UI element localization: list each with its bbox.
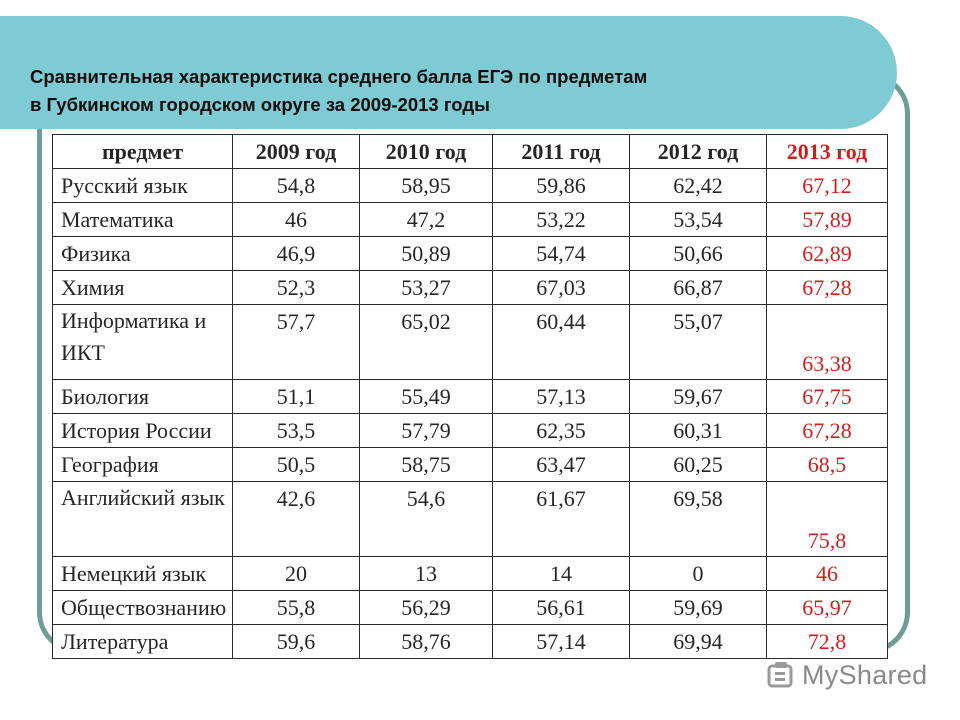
table-row bbox=[53, 482, 888, 557]
score-cell-2009: 52,3 bbox=[233, 271, 360, 305]
table-row bbox=[53, 414, 888, 448]
score-cell-2012: 59,67 bbox=[630, 380, 767, 414]
score-cell-2011: 56,61 bbox=[493, 591, 630, 625]
score-cell-2009: 54,8 bbox=[233, 169, 360, 203]
score-cell-2010: 58,75 bbox=[360, 448, 493, 482]
table-row bbox=[53, 305, 888, 380]
score-cell-2013: 67,28 bbox=[767, 271, 888, 305]
score-cell-2009: 55,8 bbox=[233, 591, 360, 625]
header-2012: 2012 год bbox=[630, 135, 767, 169]
watermark-label: MyShared bbox=[802, 659, 928, 690]
score-cell-2013: 67,12 bbox=[767, 169, 888, 203]
score-cell-2013: 72,8 bbox=[767, 625, 888, 659]
score-cell-2009: 59,6 bbox=[233, 625, 360, 659]
table-body bbox=[53, 169, 888, 659]
watermark bbox=[766, 655, 927, 695]
score-cell-2010: 54,6 bbox=[360, 482, 493, 557]
table-row bbox=[53, 271, 888, 305]
score-cell-2010: 55,49 bbox=[360, 380, 493, 414]
score-cell-2009: 42,6 bbox=[233, 482, 360, 557]
header-2011: 2011 год bbox=[493, 135, 630, 169]
table-row bbox=[53, 169, 888, 203]
header-2013: 2013 год bbox=[767, 135, 888, 169]
score-cell-2013: 63,38 bbox=[767, 305, 888, 380]
score-cell-2011: 14 bbox=[493, 557, 630, 591]
score-cell-2011: 63,47 bbox=[493, 448, 630, 482]
score-cell-2012: 55,07 bbox=[630, 305, 767, 380]
score-cell-2009: 46 bbox=[233, 203, 360, 237]
score-cell-2009: 53,5 bbox=[233, 414, 360, 448]
score-cell-2011: 67,03 bbox=[493, 271, 630, 305]
title-banner bbox=[0, 16, 897, 129]
score-cell-2012: 69,94 bbox=[630, 625, 767, 659]
score-cell-2011: 61,67 bbox=[493, 482, 630, 557]
score-cell-2010: 57,79 bbox=[360, 414, 493, 448]
slide-title-line-2: в Губкинском городском округе за 2009-2013 годы bbox=[30, 94, 490, 115]
score-cell-2013: 75,8 bbox=[767, 482, 888, 557]
score-cell-2013: 57,89 bbox=[767, 203, 888, 237]
subject-cell: Биология bbox=[53, 380, 233, 414]
slide-title-line-1: Сравнительная характеристика среднего балла ЕГЭ по предметам bbox=[30, 66, 648, 87]
subject-cell: Английский язык bbox=[53, 482, 233, 557]
table-row bbox=[53, 557, 888, 591]
score-cell-2012: 0 bbox=[630, 557, 767, 591]
score-cell-2012: 66,87 bbox=[630, 271, 767, 305]
subject-cell: Немецкий язык bbox=[53, 557, 233, 591]
score-cell-2012: 60,25 bbox=[630, 448, 767, 482]
score-cell-2010: 58,76 bbox=[360, 625, 493, 659]
score-cell-2010: 56,29 bbox=[360, 591, 493, 625]
subject-cell: История России bbox=[53, 414, 233, 448]
subject-cell: Физика bbox=[53, 237, 233, 271]
score-cell-2010: 53,27 bbox=[360, 271, 493, 305]
header-subject: предмет bbox=[53, 135, 233, 169]
score-cell-2013: 68,5 bbox=[767, 448, 888, 482]
table-header-row bbox=[53, 135, 888, 169]
score-cell-2012: 60,31 bbox=[630, 414, 767, 448]
score-cell-2010: 13 bbox=[360, 557, 493, 591]
table-row bbox=[53, 448, 888, 482]
score-cell-2010: 50,89 bbox=[360, 237, 493, 271]
subject-cell: Русский язык bbox=[53, 169, 233, 203]
score-cell-2011: 57,14 bbox=[493, 625, 630, 659]
table-row bbox=[53, 237, 888, 271]
subject-cell: Литература bbox=[53, 625, 233, 659]
myshared-logo-icon bbox=[766, 660, 796, 690]
score-cell-2013: 65,97 bbox=[767, 591, 888, 625]
header-2009: 2009 год bbox=[233, 135, 360, 169]
score-cell-2012: 59,69 bbox=[630, 591, 767, 625]
score-cell-2012: 53,54 bbox=[630, 203, 767, 237]
score-cell-2009: 20 bbox=[233, 557, 360, 591]
score-cell-2011: 60,44 bbox=[493, 305, 630, 380]
table-row bbox=[53, 203, 888, 237]
subject-cell: Информатика и ИКТ bbox=[53, 305, 233, 380]
score-cell-2011: 62,35 bbox=[493, 414, 630, 448]
subject-cell: Обществознанию bbox=[53, 591, 233, 625]
score-cell-2013: 67,28 bbox=[767, 414, 888, 448]
score-cell-2013: 46 bbox=[767, 557, 888, 591]
score-cell-2011: 59,86 bbox=[493, 169, 630, 203]
header-2010: 2010 год bbox=[360, 135, 493, 169]
score-cell-2009: 51,1 bbox=[233, 380, 360, 414]
table-row bbox=[53, 625, 888, 659]
score-cell-2012: 50,66 bbox=[630, 237, 767, 271]
table-row bbox=[53, 591, 888, 625]
score-cell-2009: 46,9 bbox=[233, 237, 360, 271]
score-cell-2011: 57,13 bbox=[493, 380, 630, 414]
subject-cell: Химия bbox=[53, 271, 233, 305]
subject-cell: Математика bbox=[53, 203, 233, 237]
score-cell-2013: 62,89 bbox=[767, 237, 888, 271]
score-cell-2013: 67,75 bbox=[767, 380, 888, 414]
table-row bbox=[53, 380, 888, 414]
score-cell-2010: 65,02 bbox=[360, 305, 493, 380]
score-cell-2012: 62,42 bbox=[630, 169, 767, 203]
scores-table bbox=[52, 134, 888, 659]
score-cell-2010: 58,95 bbox=[360, 169, 493, 203]
score-cell-2009: 50,5 bbox=[233, 448, 360, 482]
score-cell-2011: 54,74 bbox=[493, 237, 630, 271]
score-cell-2010: 47,2 bbox=[360, 203, 493, 237]
score-cell-2011: 53,22 bbox=[493, 203, 630, 237]
score-cell-2009: 57,7 bbox=[233, 305, 360, 380]
score-cell-2012: 69,58 bbox=[630, 482, 767, 557]
subject-cell: География bbox=[53, 448, 233, 482]
slide-title bbox=[30, 63, 870, 119]
